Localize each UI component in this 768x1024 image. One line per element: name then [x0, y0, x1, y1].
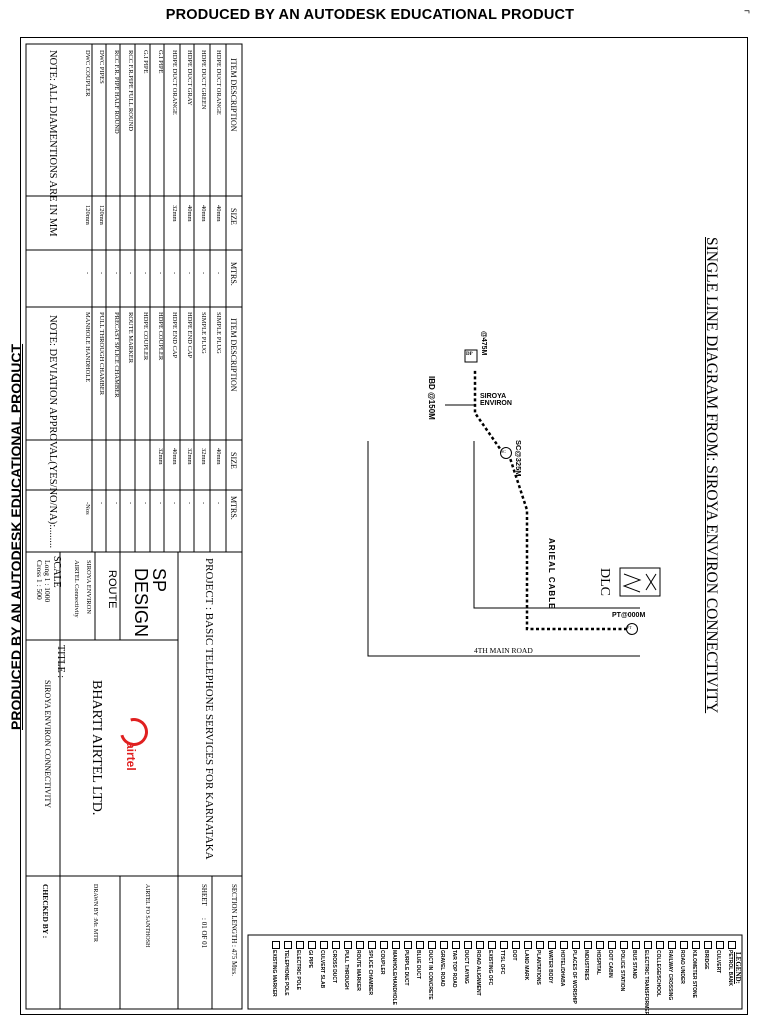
legend-symbol-icon — [296, 941, 304, 949]
legend-symbol-icon — [488, 941, 496, 949]
legend-symbol-icon — [404, 941, 412, 949]
dlc-label: DLC — [597, 568, 612, 596]
legend-item: PURPLE DUCT — [403, 950, 409, 986]
legend-item: INDUSTRIES — [583, 950, 589, 981]
title-label: TITLE : — [55, 645, 66, 679]
pt-marker: PT — [627, 625, 632, 630]
legend-item: GI PIPE — [307, 950, 313, 969]
table1-cell: RCC F.R.PIPE FULL ROUND — [127, 50, 135, 132]
t2-header-desc: ITEM DESCRIPTION — [229, 318, 238, 392]
legend-symbol-icon — [524, 941, 532, 949]
table2-cell: HDPE COUPLER — [142, 312, 149, 361]
table1-cell: - — [142, 272, 149, 275]
t1-header-size: SIZE — [229, 208, 238, 225]
legend-item: ROAD UNDER — [679, 950, 685, 984]
table1-cell: - — [171, 272, 179, 275]
legend-item: PLANTATIONS — [535, 950, 541, 985]
siroya-label: SIROYA ENVIRON — [480, 393, 512, 407]
scale-label: SCALE — [51, 556, 62, 588]
legend-symbol-icon — [356, 941, 364, 949]
table2-cell: HDPE COUPLER — [156, 312, 164, 361]
legend-item: EXISTING OFC — [487, 950, 493, 986]
company-name: BHARTI AIRTEL LTD. — [89, 680, 104, 816]
legend-item: TAR TOP ROAD — [451, 950, 457, 988]
table1-cell: 40mm — [215, 205, 222, 222]
corner-mark: ¬ — [744, 6, 750, 17]
legend-item: BRIDGE — [703, 950, 709, 970]
project-label: PROJECT : BASIC TELEPHONE SERVICES FOR KARNATAKA — [203, 558, 215, 860]
table2-cell: HDPE END CAP — [185, 312, 193, 359]
table1-cell: HDPE DUCT GRAY — [185, 50, 193, 106]
table2-cell: MANHOLE HANDHOLE — [83, 312, 91, 383]
table2-note: NOTE: DEVIATION APPROVAL(YES/NO/NA):........ — [47, 315, 58, 549]
table2-cell: - — [142, 502, 149, 505]
table2-cell: - — [185, 502, 193, 505]
table1-cell: 120mm — [98, 205, 106, 225]
table1-cell: HDPE DUCT ORANGE — [171, 50, 179, 115]
t2-header-size: SIZE — [229, 452, 238, 469]
table2-cell: -Nos — [83, 502, 91, 515]
legend-symbol-icon — [620, 941, 628, 949]
table2-cell: PULL THROUGH CHAMBER — [98, 312, 106, 396]
legend-symbol-icon — [560, 941, 568, 949]
legend-symbol-icon — [644, 941, 652, 949]
legend-symbol-icon — [584, 941, 592, 949]
legend-symbol-icon — [452, 941, 460, 949]
legend-symbol-icon — [476, 941, 484, 949]
sheet-label: SHEET — [200, 884, 208, 906]
table2-cell: SIMPLE PLUG — [215, 312, 222, 354]
legend-symbol-icon — [680, 941, 688, 949]
road-label: 4TH MAIN ROAD — [474, 646, 533, 655]
legend-item: ROAD ALIGNMENT — [475, 950, 481, 996]
table1-cell: - — [127, 272, 135, 275]
table1-cell: 40mm — [185, 205, 193, 222]
legend-item: BLUE DUCT — [415, 950, 421, 979]
table1-cell: G.I PIPE — [142, 50, 149, 74]
legend-item: CULVERT SLAB — [319, 950, 325, 989]
legend-item: LAND MARK — [523, 950, 529, 981]
legend-item: WATER BODY — [547, 950, 553, 984]
legend-symbol-icon — [464, 941, 472, 949]
legend-symbol-icon — [368, 941, 376, 949]
legend-symbol-icon — [596, 941, 604, 949]
legend-symbol-icon — [704, 941, 712, 949]
legend-item: DOT — [511, 950, 517, 961]
table2-cell: SIMPLE PLUG — [200, 312, 208, 354]
design-line2: DESIGN — [131, 568, 151, 638]
legend-item: ROUTE MARKER — [355, 950, 361, 991]
legend-symbol-icon — [332, 941, 340, 949]
route-from: SIROYA ENVIRON — [85, 560, 92, 614]
pt-label: PT@000M — [612, 612, 646, 619]
legend-symbol-icon — [500, 941, 508, 949]
table1-note: NOTE: ALL DIAMENTIONS ARE IN MM — [47, 50, 58, 237]
legend-symbol-icon — [536, 941, 544, 949]
table1-cell: DWC PIPES — [98, 50, 106, 84]
legend-item: PLACES OF WORSHIP — [571, 950, 577, 1004]
route-to: AIRTEL Connectivity — [73, 560, 80, 618]
t1-header-mtrs: MTRS. — [229, 262, 238, 286]
sc-label: SC@325M — [514, 440, 523, 477]
table1-cell: 32mm — [171, 205, 179, 222]
table2-cell: ROUTE MARKER — [127, 312, 135, 364]
legend-symbol-icon — [428, 941, 436, 949]
scale-long: Long 1 : 1000 — [43, 560, 52, 603]
design-line1: SP — [149, 568, 169, 593]
legend-symbol-icon — [272, 941, 280, 949]
side-watermark: PRODUCED BY AN AUTODESK EDUCATIONAL PRODUCT — [8, 343, 24, 730]
airtel-logo: airtel — [124, 742, 138, 771]
table2-cell: - — [171, 502, 179, 505]
table1-cell: - — [98, 272, 106, 275]
legend-item: GRAVEL ROAD — [439, 950, 445, 987]
table2-cell: - — [215, 502, 222, 505]
table1-cell: - — [83, 272, 91, 275]
drawn-by: DRAWN BY :Mr. MTR — [92, 884, 98, 942]
legend-symbol-icon — [308, 941, 316, 949]
table1-cell: RCC F.R. PIPE HALF ROUND — [112, 50, 120, 134]
table2-cell: 32mm — [156, 448, 164, 465]
legend-symbol-icon — [284, 941, 292, 949]
legend-item: PULL THROUGH — [343, 950, 349, 990]
t2-header-mtrs: MTRS. — [229, 496, 238, 520]
table2-cell: 32mm — [200, 448, 208, 465]
legend-item: CULVERT — [715, 950, 721, 974]
table1-cell: - — [185, 272, 193, 275]
table1-cell: HDPE DUCT GREEN — [200, 50, 208, 110]
title-value: SIROYA ENVIRON CONNECTIVITY — [43, 680, 52, 808]
table1-cell: - — [112, 272, 120, 275]
t1-header-desc: ITEM DESCRIPTION — [229, 58, 238, 132]
legend-item: HOTEL/DHABA — [559, 950, 565, 987]
table1-cell: DWC COUPLER — [83, 50, 91, 97]
legend-item: TELEPHONE POLE — [283, 950, 289, 996]
legend-item: BUS STAND — [631, 950, 637, 979]
legend-title: LEGEND: — [734, 952, 742, 984]
table1-cell: - — [156, 272, 164, 275]
legend-symbol-icon — [728, 941, 736, 949]
legend-item: POLICE STATION — [619, 950, 625, 992]
table2-cell: - — [112, 502, 120, 505]
legend-item: RAILWAY CROSSING — [667, 950, 673, 1001]
table1-cell: - — [200, 272, 208, 275]
scale-cross: Cross 1 : 500 — [35, 560, 44, 600]
table1-cell: G.I PIPE — [156, 50, 164, 74]
table2-cell: - — [156, 502, 164, 505]
legend-symbol-icon — [572, 941, 580, 949]
legend-symbol-icon — [344, 941, 352, 949]
legend-item: ELECTRIC TRANSFORMER — [643, 950, 649, 1016]
legend-symbol-icon — [656, 941, 664, 949]
section-length: SECTION LENGTH : 475 Mtrs. — [230, 884, 238, 976]
table2-cell: HDPE END CAP — [171, 312, 179, 359]
ibd-label: IBD @150M — [427, 376, 436, 420]
table2-cell: - — [127, 502, 135, 505]
aerial-cable-label: ARIEAL CABLE — [547, 538, 556, 610]
diagram-title: SINGLE LINE DIAGRAM FROM: SIROYA ENVIRON CONNECTIVITY — [703, 237, 720, 714]
dp-marker: DP — [466, 352, 473, 357]
legend-item: ELECTRIC POLE — [295, 950, 301, 991]
legend-item: PETROL BANK — [727, 950, 733, 987]
table2-cell: 32mm — [185, 448, 193, 465]
legend-item: HOSPITAL — [595, 950, 601, 975]
legend-symbol-icon — [440, 941, 448, 949]
legend-symbol-icon — [608, 941, 616, 949]
legend-symbol-icon — [692, 941, 700, 949]
legend-symbol-icon — [416, 941, 424, 949]
design-logo — [132, 568, 168, 637]
legend-symbol-icon — [380, 941, 388, 949]
table1-cell: - — [215, 272, 222, 275]
sheet-value: : 01 OF 01 — [200, 918, 208, 949]
legend-symbol-icon — [632, 941, 640, 949]
table2-cell: - — [98, 502, 106, 505]
legend-item: KILOMETER STONE — [691, 950, 697, 998]
route-label: ROUTE — [106, 570, 118, 609]
legend-symbol-icon — [668, 941, 676, 949]
legend-item: SPLICE CHAMBER — [367, 950, 373, 996]
legend-item: DOT CABIN — [607, 950, 613, 978]
legend-item: TTSL OFC — [499, 950, 505, 975]
legend-item: MANHOLE/HANDHOLE — [391, 950, 397, 1005]
sc-marker: SC — [501, 449, 506, 454]
legend-item: CROSS DUCT — [331, 950, 337, 984]
legend-item: DUCT LAYING — [463, 950, 469, 984]
airtel-fo: AIRTEL FO SANTHOSH — [144, 884, 150, 948]
legend-item: DUCT IN CONCRETE — [427, 950, 433, 1000]
table2-cell: 40mm — [171, 448, 179, 465]
header-watermark: PRODUCED BY AN AUTODESK EDUCATIONAL PRODUCT — [165, 7, 575, 23]
legend-item: COLLEGE/SCHOOL — [655, 950, 661, 997]
legend-item: COUPLER — [379, 950, 385, 975]
checked-by: CHECKED BY : — [41, 884, 50, 939]
legend-symbol-icon — [320, 941, 328, 949]
legend-symbol-icon — [548, 941, 556, 949]
legend-symbol-icon — [512, 941, 520, 949]
table2-cell: - — [200, 502, 208, 505]
road-lines — [368, 441, 640, 656]
table2-cell: PRECAST SPLICE CHAMBER — [112, 312, 120, 398]
table2-cell: 40mm — [215, 448, 222, 465]
legend-symbol-icon — [716, 941, 724, 949]
dp-label: @475M — [480, 331, 487, 356]
table1-cell: HDPE DUCT ORANGE — [215, 50, 222, 115]
legend-item: EXISTING MARKER — [271, 950, 277, 997]
table1-cell: 120mm — [83, 205, 91, 225]
legend-symbol-icon — [392, 941, 400, 949]
table1-cell: 40mm — [200, 205, 208, 222]
